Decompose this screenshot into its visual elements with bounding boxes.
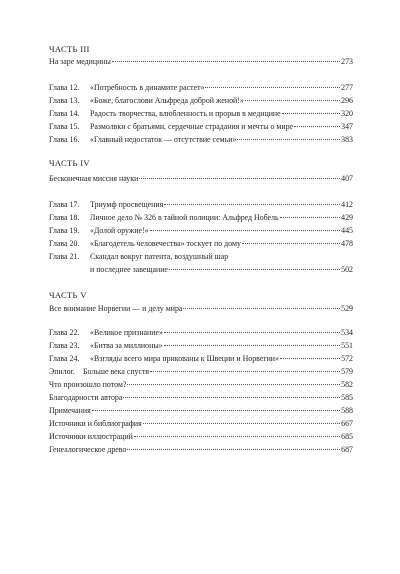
entry-text: «Боже, благослови Альфреда доброй женой!» — [90, 96, 244, 105]
entry-page: 551 — [341, 341, 353, 350]
toc-entry — [49, 96, 353, 106]
toc-entry — [49, 380, 353, 390]
entry-page: 685 — [341, 432, 353, 441]
toc-entry — [49, 135, 353, 145]
entry-page: 277 — [341, 83, 353, 92]
entry-text: Больше века спустя — [83, 367, 149, 376]
toc-entry — [49, 328, 353, 338]
entry-page: 502 — [341, 265, 353, 274]
entry-text: Источники иллюстраций — [49, 432, 133, 441]
entry-text: «Благодетель человечества» тоскует по дому — [90, 239, 241, 248]
dot-leader — [127, 449, 340, 450]
entry-text: Что произошло потом? — [49, 380, 127, 389]
dot-leader — [294, 126, 340, 127]
entry-text: Размолвки с братьями, сердечные страдания и мечты о мире — [90, 122, 294, 131]
chapter-label: Глава 20. — [49, 239, 80, 248]
toc-entry — [49, 57, 353, 67]
toc-entry — [49, 109, 353, 119]
chapter-label: Глава 13. — [49, 96, 80, 105]
dot-leader — [280, 358, 340, 359]
entry-page: 534 — [341, 328, 353, 337]
dot-leader — [112, 61, 340, 62]
entry-text: Скандал вокруг патента, воздушный шар — [90, 252, 229, 261]
entry-text: Генеалогическое древо — [49, 445, 127, 454]
entry-text: и последнее завещание — [90, 265, 168, 274]
entry-text: «Главный недостаток — отсутствие семьи» — [90, 135, 237, 144]
entry-page: 412 — [341, 200, 353, 209]
toc-entry — [49, 367, 353, 377]
dot-leader — [150, 371, 340, 372]
dot-leader — [164, 204, 340, 205]
entry-text: Триумф просвещения — [90, 200, 164, 209]
toc-entry — [49, 200, 353, 210]
toc-entry — [49, 83, 353, 93]
dot-leader — [169, 269, 340, 270]
chapter-label: Глава 17. — [49, 200, 80, 209]
entry-page: 588 — [341, 406, 353, 415]
entry-page: 572 — [341, 354, 353, 363]
chapter-label: Глава 14. — [49, 109, 80, 118]
entry-page: 296 — [341, 96, 353, 105]
toc-entry — [49, 419, 353, 429]
entry-page: 273 — [341, 57, 353, 66]
entry-page: 585 — [341, 393, 353, 402]
entry-text: «Потребность в динамите растет» — [90, 83, 205, 92]
dot-leader — [150, 230, 341, 231]
part-title: ЧАСТЬ III — [49, 44, 90, 54]
chapter-label: Глава 21. — [49, 252, 80, 261]
toc-entry — [49, 122, 353, 132]
dot-leader — [134, 436, 340, 437]
dot-leader — [139, 178, 340, 179]
chapter-label: Глава 18. — [49, 213, 80, 222]
entry-page: 320 — [341, 109, 353, 118]
entry-page: 582 — [341, 380, 353, 389]
toc-entry — [49, 226, 353, 236]
dot-leader — [123, 397, 340, 398]
entry-page: 478 — [341, 239, 353, 248]
dot-leader — [127, 384, 340, 385]
toc-entry — [49, 304, 353, 314]
entry-text: Благодарности автора — [49, 393, 123, 402]
dot-leader — [92, 410, 340, 411]
toc-entry-continuation — [90, 265, 353, 275]
part-title: ЧАСТЬ V — [49, 290, 87, 300]
dot-leader — [183, 308, 340, 309]
toc-entry — [49, 213, 353, 223]
dot-leader — [245, 100, 340, 101]
entry-text: «Битва за миллионы» — [90, 341, 163, 350]
dot-leader — [237, 139, 340, 140]
entry-page: 347 — [341, 122, 353, 131]
entry-text: Источники и библиография — [49, 419, 142, 428]
toc-entry — [49, 445, 353, 455]
entry-text: Радость творчества, влюбленность и прорыв в медицине — [90, 109, 281, 118]
entry-text: «Долой оружие!» — [90, 226, 149, 235]
entry-page: 407 — [341, 174, 353, 183]
toc-entry — [49, 354, 353, 364]
entry-page: 383 — [341, 135, 353, 144]
dot-leader — [205, 87, 340, 88]
entry-page: 579 — [341, 367, 353, 376]
entry-text: «Взгляды всего мира прикованы к Швеции и Норвегии» — [90, 354, 279, 363]
chapter-label: Глава 22. — [49, 328, 80, 337]
chapter-label: Глава 15. — [49, 122, 80, 131]
toc-entry — [49, 406, 353, 416]
entry-page: 445 — [341, 226, 353, 235]
dot-leader — [143, 423, 340, 424]
toc-entry — [49, 252, 353, 262]
toc-entry — [49, 174, 353, 184]
entry-text: Все внимание Норвегии — и делу мира — [49, 304, 183, 313]
part-title: ЧАСТЬ IV — [49, 158, 90, 168]
entry-text: Бесконечная миссия науки — [49, 174, 139, 183]
chapter-label: Глава 12. — [49, 83, 80, 92]
entry-page: 667 — [341, 419, 353, 428]
entry-text: Личное дело № 326 в тайной полиции: Альфред Нобель — [90, 213, 279, 222]
dot-leader — [164, 332, 340, 333]
dot-leader — [164, 345, 341, 346]
entry-text: «Великое признание» — [90, 328, 163, 337]
chapter-label: Глава 23. — [49, 341, 80, 350]
dot-leader — [242, 243, 340, 244]
toc-entry — [49, 239, 353, 249]
toc-entry — [49, 432, 353, 442]
dot-leader — [280, 217, 341, 218]
entry-page: 529 — [341, 304, 353, 313]
entry-text: На заре медицины — [49, 57, 111, 66]
chapter-label: Глава 24. — [49, 354, 80, 363]
chapter-label: Глава 19. — [49, 226, 80, 235]
entry-page: 687 — [341, 445, 353, 454]
entry-page: 429 — [341, 213, 353, 222]
toc-entry — [49, 341, 353, 351]
epilogue-label: Эпилог. — [49, 367, 75, 376]
toc-entry — [49, 393, 353, 403]
dot-leader — [282, 113, 341, 114]
chapter-label: Глава 16. — [49, 135, 80, 144]
entry-text: Примечания — [49, 406, 91, 415]
